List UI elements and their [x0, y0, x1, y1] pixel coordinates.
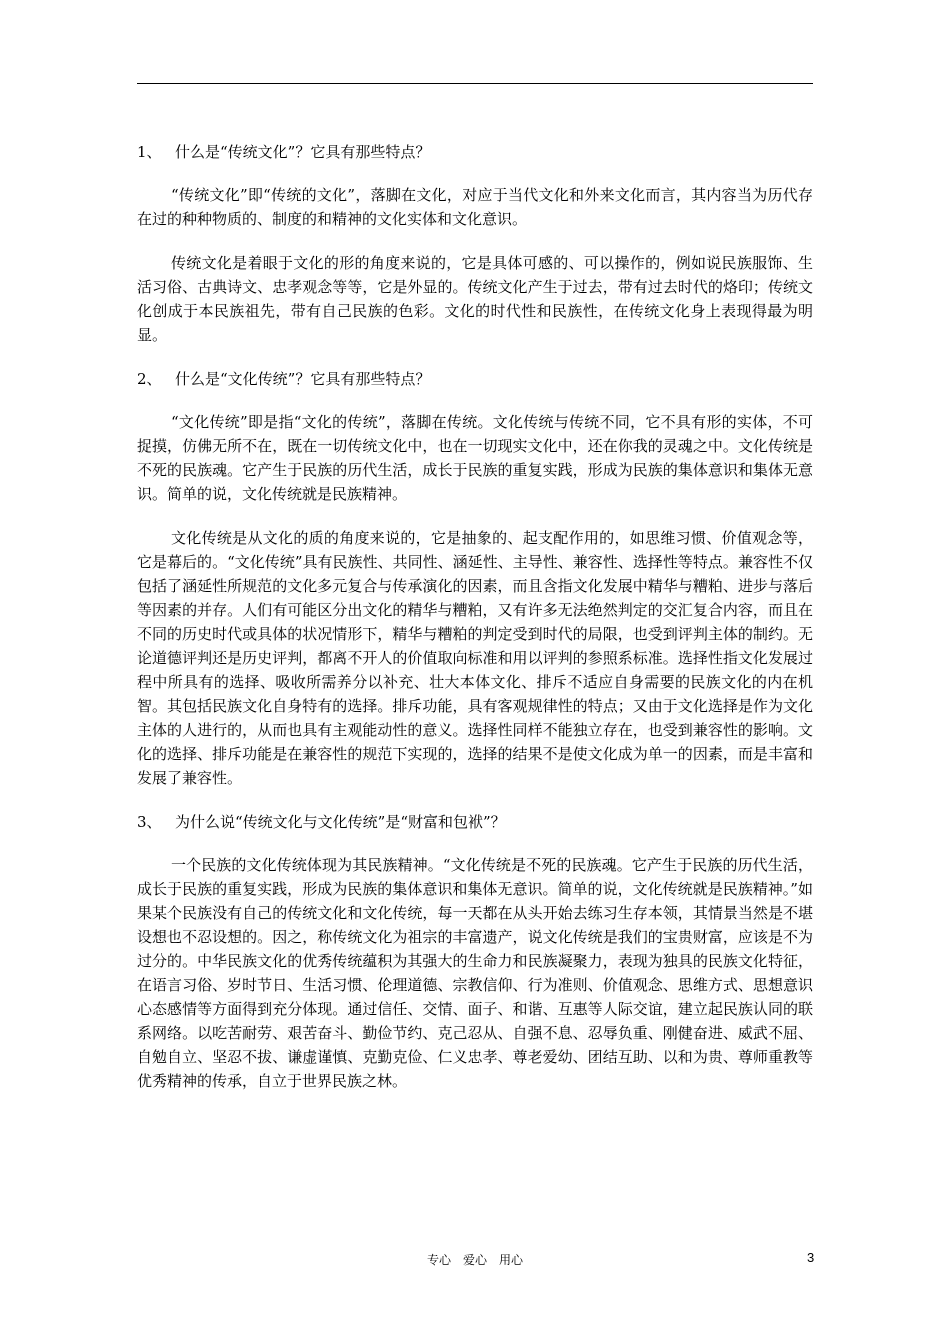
- question-text: 为什么说“传统文化与文化传统”是“财富和包袱”？: [175, 813, 506, 831]
- paragraph: “传统文化”即“传统的文化”，落脚在文化，对应于当代文化和外来文化而言，其内容当为历代存在过的种种物质的、制度的和精神的文化实体和文化意识。: [137, 186, 813, 228]
- question-text: 什么是“传统文化”？它具有那些特点？: [175, 143, 431, 161]
- section-2: [137, 367, 813, 790]
- question-heading: [137, 810, 813, 834]
- question-number: 2、: [137, 370, 162, 388]
- header-rule: [137, 83, 813, 84]
- question-number: 3、: [137, 813, 162, 831]
- document-body: [137, 140, 813, 1113]
- question-heading: [137, 140, 813, 164]
- paragraph: 一个民族的文化传统体现为其民族精神。“文化传统是不死的民族魂。它产生于民族的历代生活，成长于民族的重复实践，形成为民族的集体意识和集体无意识。简单的说，文化传统就是民族精神。”如果某个民族没有自己的传统文化和文化传统，每一天都在从头开始去练习生存本领，其情景当然是不堪设想也不忍设想的。因之，称传统文化为祖宗的丰富遗产，说文化传统是我们的宝贵财富，应该是不为过分的。中华民族文化的优秀传统蕴积为其强大的生命力和民族凝聚力，表现为独具的民族文化特征，在语言习俗、岁时节日、生活习惯、伦理道德、宗教信仰、行为准则、价值观念、思维方式、思想意识心态感情等方面得到充分体现。通过信任、交情、面子、和谐、互惠等人际交谊，建立起民族认同的联系网络。以吃苦耐劳、艰苦奋斗、勤俭节约、克己忍从、自强不息、忍辱负重、刚健奋进、威武不屈、自勉自立、坚忍不拔、谦虚谨慎、克勤克俭、仁义忠孝、尊老爱幼、团结互助、以和为贵、尊师重教等优秀精神的传承，自立于世界民族之林。: [137, 856, 813, 1090]
- paragraph: 文化传统是从文化的质的角度来说的，它是抽象的、起支配作用的，如思维习惯、价值观念等，它是幕后的。“文化传统”具有民族性、共同性、涵延性、主导性、兼容性、选择性等特点。兼容性不仅包括了涵延性所规范的文化多元复合与传承演化的因素，而且含指文化发展中精华与糟粕、进步与落后等因素的并存。人们有可能区分出文化的精华与糟粕，又有许多无法绝然判定的交汇复合内容，而且在不同的历史时代或具体的状况情形下，精华与糟粕的判定受到时代的局限，也受到评判主体的制约。无论道德评判还是历史评判，都离不开人的价值取向标准和用以评判的参照系标准。选择性指文化发展过程中所具有的选择、吸收所需养分以补充、壮大本体文化、排斥不适应自身需要的民族文化的内在机智。其包括民族文化自身特有的选择。排斥功能，具有客观规律性的特点；又由于文化选择是作为文化主体的人进行的，从而也具有主观能动性的意义。选择性同样不能独立存在，也受到兼容性的影响。文化的选择、排斥功能是在兼容性的规范下实现的，选择的结果不是使文化成为单一的因素，而是丰富和发展了兼容性。: [137, 529, 813, 787]
- question-heading: [137, 367, 813, 391]
- section-1: [137, 140, 813, 347]
- section-3: [137, 810, 813, 1093]
- footer-motto: 专心 爱心 用心: [426, 1253, 523, 1267]
- page-number: 3: [807, 1250, 815, 1265]
- question-text: 什么是“文化传统”？它具有那些特点？: [175, 370, 431, 388]
- paragraph: “文化传统”即是指“文化的传统”，落脚在传统。文化传统与传统不同，它不具有形的实体，不可捉摸，仿佛无所不在，既在一切传统文化中，也在一切现实文化中，还在你我的灵魂之中。文化传统是不死的民族魂。它产生于民族的历代生活，成长于民族的重复实践，形成为民族的集体意识和集体无意识。简单的说，文化传统就是民族精神。: [137, 413, 813, 503]
- paragraph: 传统文化是着眼于文化的形的角度来说的，它是具体可感的、可以操作的，例如说民族服饰、生活习俗、古典诗文、忠孝观念等等，它是外显的。传统文化产生于过去，带有过去时代的烙印；传统文化创成于本民族祖先，带有自己民族的色彩。文化的时代性和民族性，在传统文化身上表现得最为明显。: [137, 254, 813, 344]
- question-number: 1、: [137, 143, 162, 161]
